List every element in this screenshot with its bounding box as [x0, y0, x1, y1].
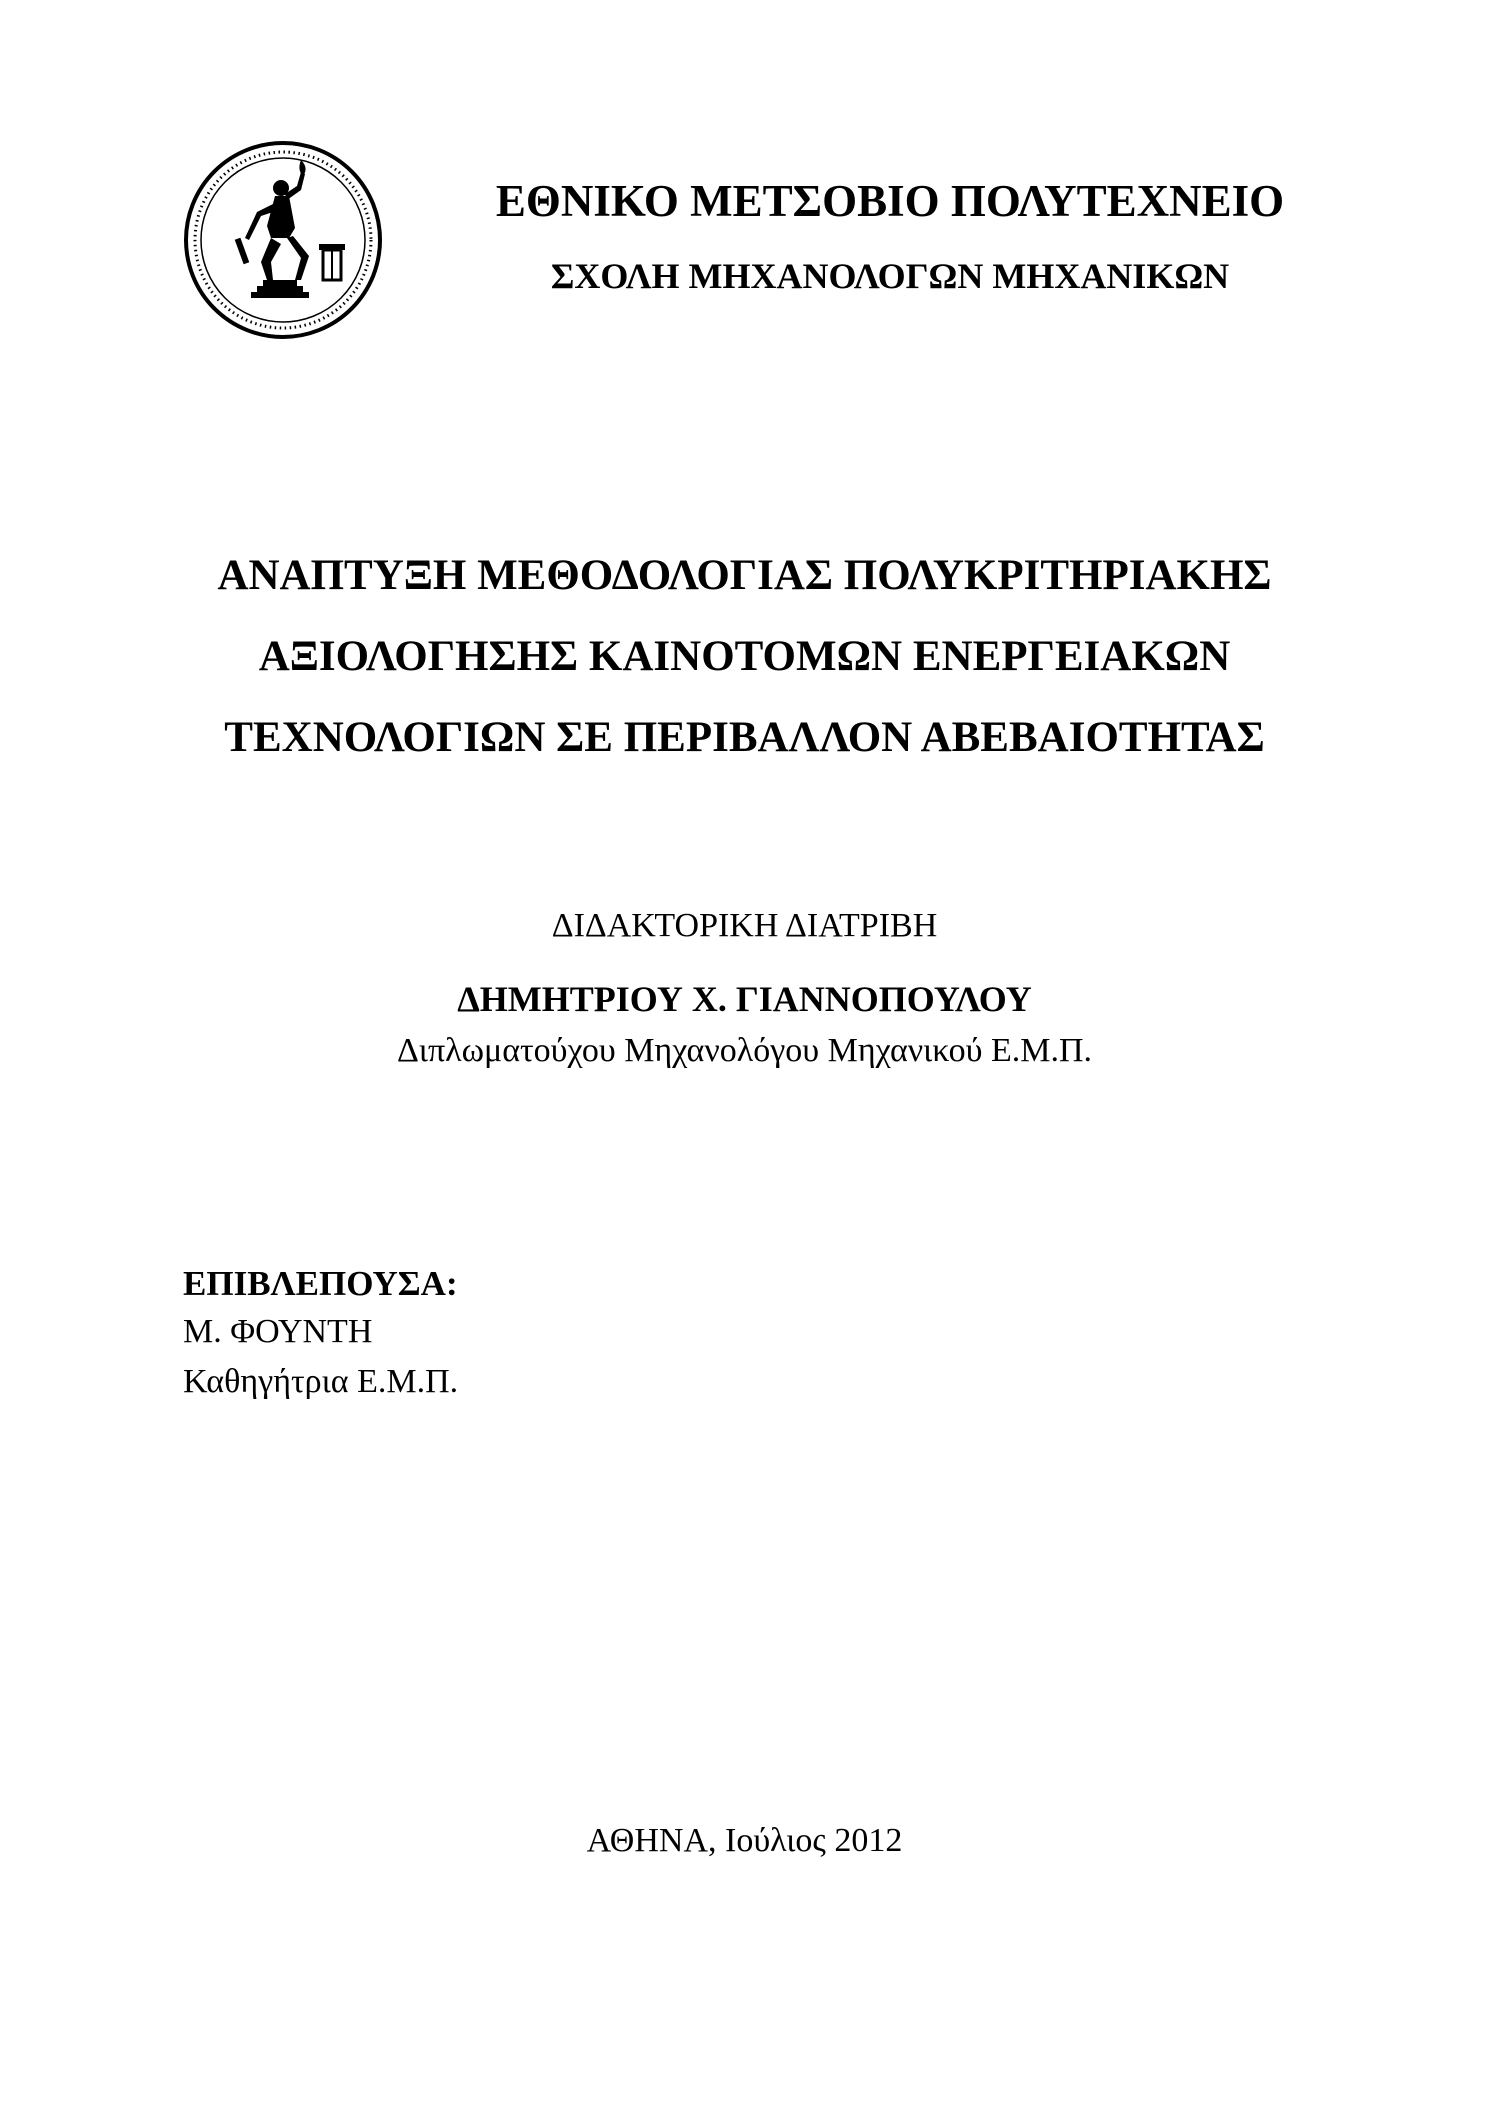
school-name: ΣΧΟΛΗ ΜΗΧΑΝΟΛΟΓΩΝ ΜΗΧΑΝΙΚΩΝ — [550, 256, 1230, 296]
thesis-title — [80, 535, 1409, 778]
supervisor-name: Μ. ΦΟΥΝΤΗ — [183, 1313, 373, 1350]
thesis-title-line: ΑΝΑΠΤΥΞΗ ΜΕΘΟΔΟΛΟΓΙΑΣ ΠΟΛΥΚΡΙΤΗΡΙΑΚΗΣ — [217, 552, 1272, 599]
ntua-seal-icon — [183, 140, 383, 340]
author-name: ΔΗΜΗΤΡΙΟΥ Χ. ΓΙΑΝΝΟΠΟΥΛΟΥ — [457, 979, 1032, 1019]
supervisor-role: Καθηγήτρια Ε.Μ.Π. — [183, 1363, 459, 1400]
institution-name: ΕΘΝΙΚΟ ΜΕΤΣΟΒΙΟ ΠΟΛΥΤΕΧΝΕΙΟ — [495, 176, 1285, 226]
place-date: ΑΘΗΝΑ, Ιούλιος 2012 — [586, 1822, 903, 1859]
supervisor-label: ΕΠΙΒΛΕΠΟΥΣΑ: — [183, 1264, 458, 1303]
thesis-title-line: ΑΞΙΟΛΟΓΗΣΗΣ ΚΑΙΝΟΤΟΜΩΝ ΕΝΕΡΓΕΙΑΚΩΝ — [258, 633, 1231, 680]
author-degree: Διπλωματούχου Μηχανολόγου Μηχανικού Ε.Μ.Π. — [396, 1032, 1093, 1069]
document-type: ΔΙΔΑΚΤΟΡΙΚΗ ΔΙΑΤΡΙΒΗ — [551, 907, 938, 944]
thesis-title-line: ΤΕΧΝΟΛΟΓΙΩΝ ΣΕ ΠΕΡΙΒΑΛΛΟΝ ΑΒΕΒΑΙΟΤΗΤΑΣ — [224, 714, 1265, 761]
